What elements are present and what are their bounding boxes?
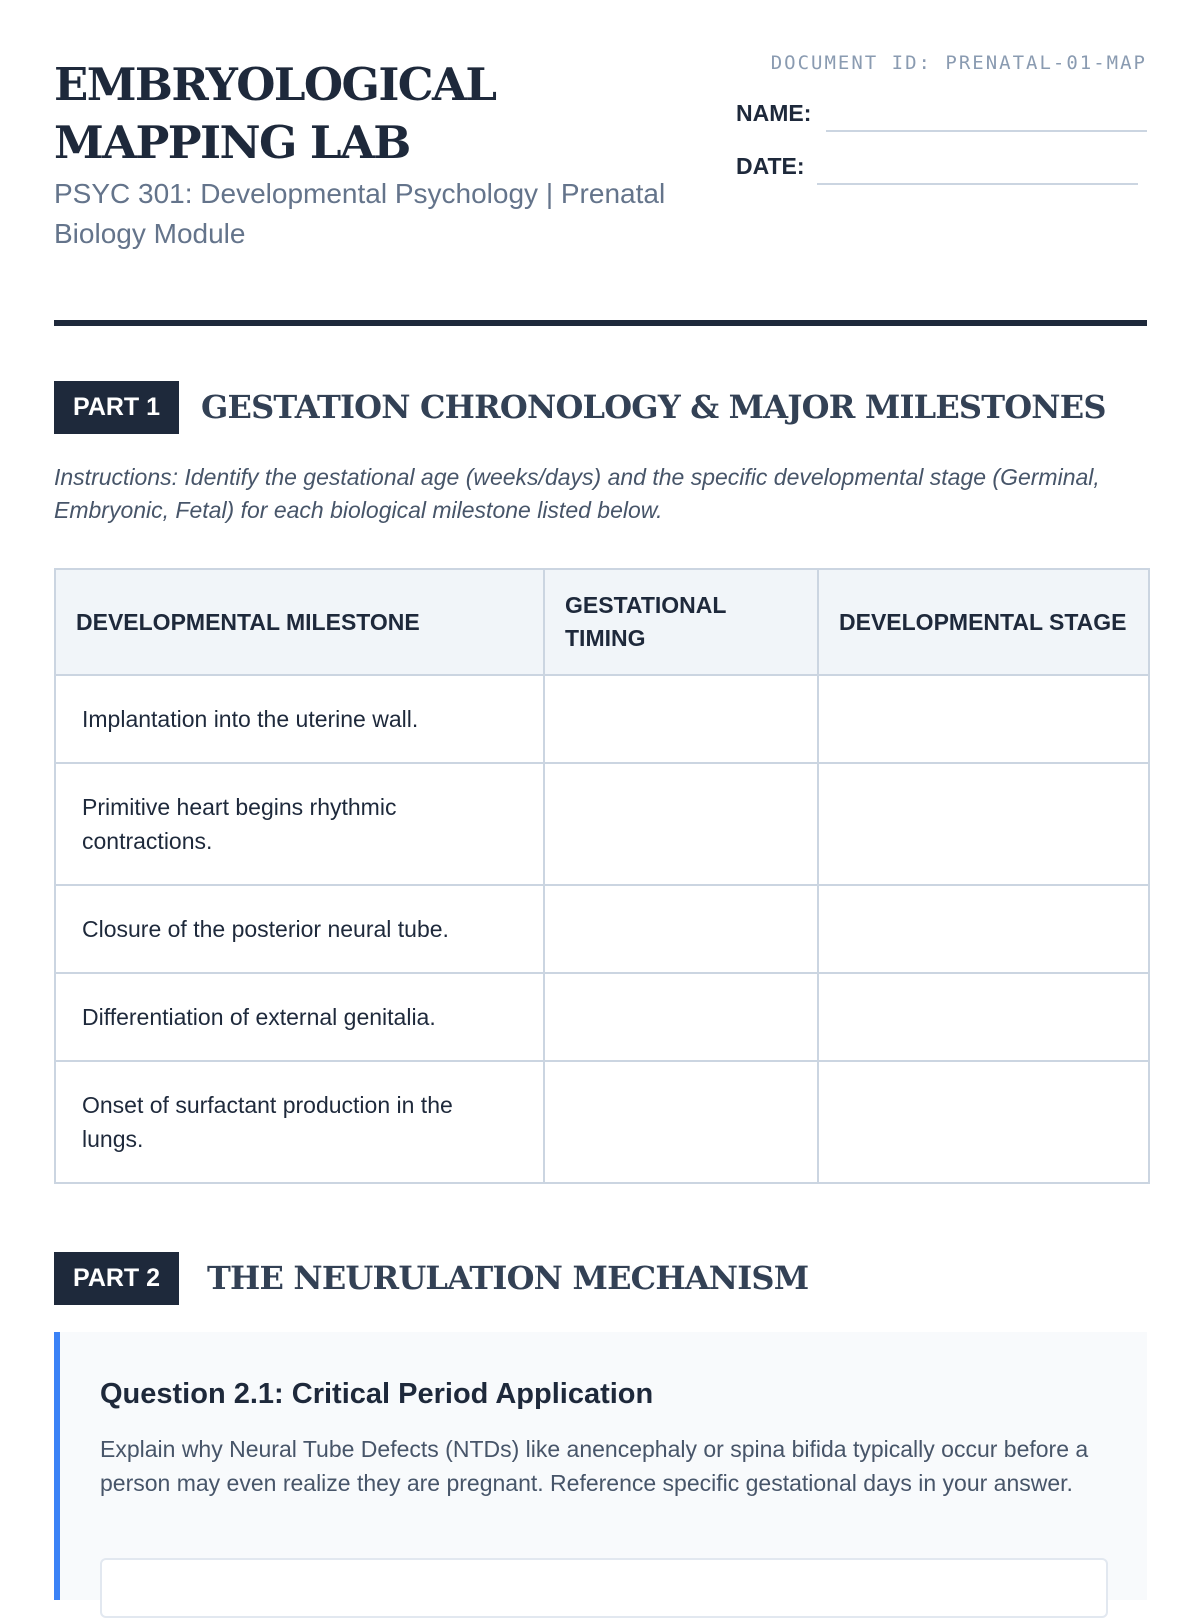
- part2-heading: [54, 1252, 1147, 1305]
- page-title: EMBRYOLOGICAL MAPPING LAB: [54, 58, 496, 169]
- column-header-milestone: DEVELOPMENTAL MILESTONE: [55, 569, 544, 675]
- question-title: Question 2.1: Critical Period Application: [100, 1378, 654, 1410]
- worksheet-header: [54, 0, 1147, 330]
- name-label: NAME:: [736, 100, 812, 126]
- milestone-cell: Closure of the posterior neural tube.: [55, 885, 544, 973]
- table-header-row: [55, 569, 1149, 675]
- column-header-stage: DEVELOPMENTAL STAGE: [818, 569, 1149, 675]
- part2-badge: PART 2: [54, 1252, 179, 1305]
- name-field[interactable]: [736, 98, 1147, 132]
- timing-answer-cell[interactable]: [544, 675, 818, 763]
- timing-answer-cell[interactable]: [544, 885, 818, 973]
- table-row: [55, 675, 1149, 763]
- question-card: [54, 1332, 1147, 1600]
- column-header-timing: GESTATIONAL TIMING: [544, 569, 818, 675]
- milestone-cell: Differentiation of external genitalia.: [55, 973, 544, 1061]
- part2-title: THE NEURULATION MECHANISM: [207, 1259, 809, 1297]
- milestone-table: [54, 568, 1150, 1184]
- milestone-cell: Onset of surfactant production in the lungs.: [55, 1061, 544, 1183]
- header-divider: [54, 320, 1147, 326]
- milestone-cell: Implantation into the uterine wall.: [55, 675, 544, 763]
- table-row: [55, 885, 1149, 973]
- part1-badge: PART 1: [54, 381, 179, 434]
- name-input-line[interactable]: [826, 130, 1147, 132]
- part1-instructions: Instructions: Identify the gestational age (weeks/days) and the specific developmental stage (Germinal, Embryonic, Fetal) for each biological milestone listed below.: [54, 464, 1100, 523]
- stage-answer-cell[interactable]: [818, 885, 1149, 973]
- document-id: DOCUMENT ID: PRENATAL-01-MAP: [770, 52, 1147, 74]
- timing-answer-cell[interactable]: [544, 763, 818, 885]
- date-label: DATE:: [736, 153, 805, 179]
- table-row: [55, 1061, 1149, 1183]
- worksheet-page: [54, 0, 1147, 1600]
- question-prompt: Explain why Neural Tube Defects (NTDs) like anencephaly or spina bifida typically occur before a person may even realize they are pregnant. Reference specific gestational days in your answer.: [100, 1436, 1089, 1496]
- stage-answer-cell[interactable]: [818, 1061, 1149, 1183]
- stage-answer-cell[interactable]: [818, 973, 1149, 1061]
- date-field[interactable]: [736, 151, 1147, 185]
- timing-answer-cell[interactable]: [544, 1061, 818, 1183]
- timing-answer-cell[interactable]: [544, 973, 818, 1061]
- answer-textbox[interactable]: [100, 1558, 1108, 1618]
- table-row: [55, 973, 1149, 1061]
- stage-answer-cell[interactable]: [818, 763, 1149, 885]
- part1-title: GESTATION CHRONOLOGY & MAJOR MILESTONES: [201, 388, 1106, 426]
- stage-answer-cell[interactable]: [818, 675, 1149, 763]
- table-row: [55, 763, 1149, 885]
- date-input-line[interactable]: [817, 183, 1138, 185]
- part1-heading: [54, 381, 1147, 434]
- milestone-cell: Primitive heart begins rhythmic contractions.: [55, 763, 544, 885]
- page-subtitle: PSYC 301: Developmental Psychology | Prenatal Biology Module: [54, 178, 666, 249]
